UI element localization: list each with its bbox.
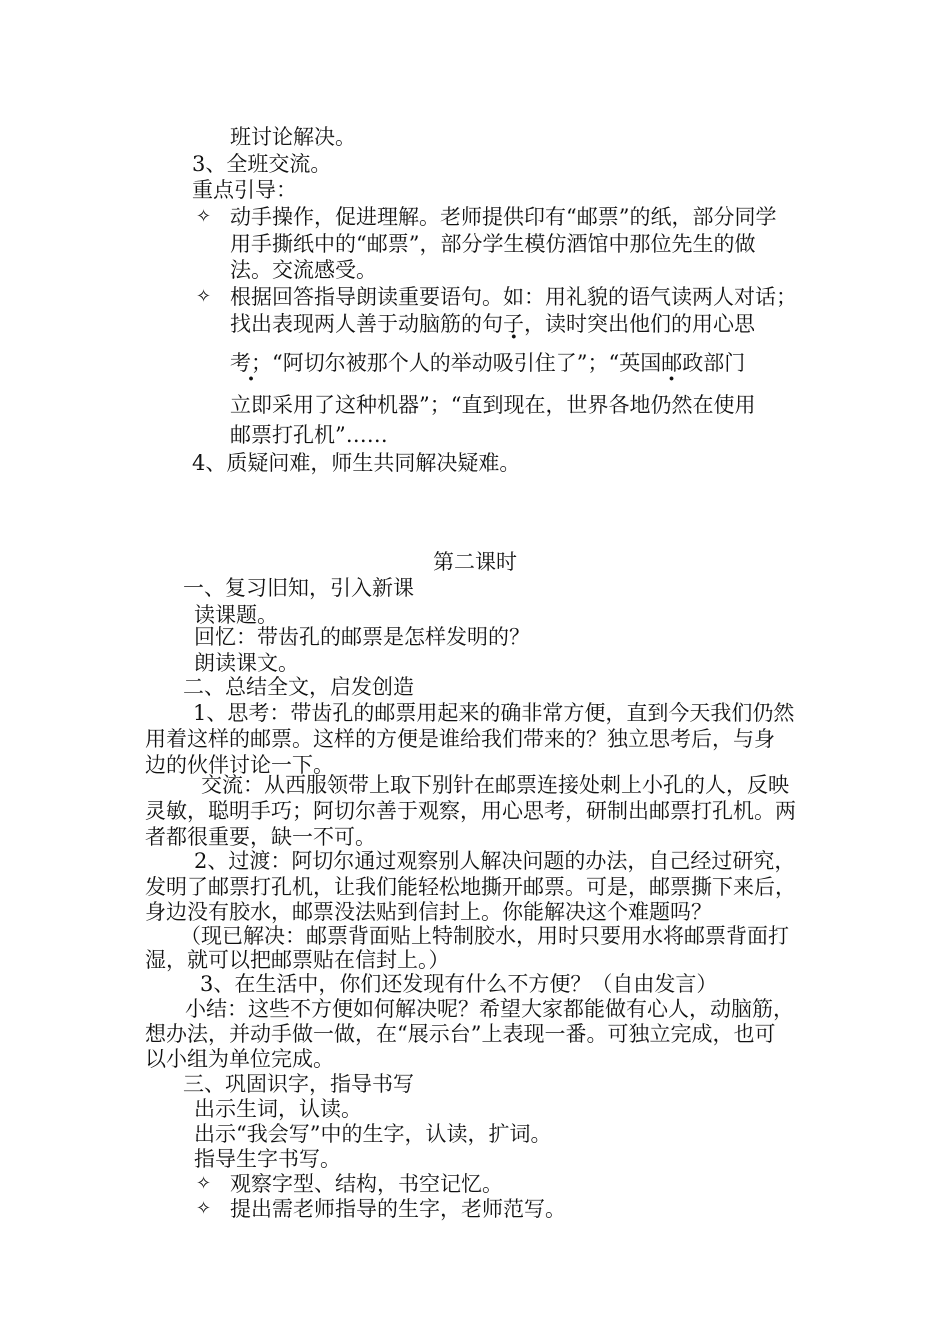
text-line: 发明了邮票打孔机，让我们能轻松地撕开邮票。可是，邮票撕下来后， xyxy=(145,875,796,899)
bullet-diamond-icon: ✧ xyxy=(196,1198,212,1219)
text-line: 灵敏，聪明手巧；阿切尔善于观察，用心思考，研制出邮票打孔机。两 xyxy=(145,799,796,823)
text-line: 找出表现两人善于动脑筋的句子，读时突出他们的用心思 xyxy=(230,312,755,336)
bullet-diamond-icon: ✧ xyxy=(196,1173,212,1194)
text-line: 湿，就可以把邮票贴在信封上。） xyxy=(145,948,450,972)
section-title: 第二课时 xyxy=(433,550,517,574)
text-line: 回忆：带齿孔的邮票是怎样发明的？ xyxy=(194,625,530,649)
text-line: 读课题。 xyxy=(194,603,278,627)
text-segment: 住了”；“英国邮政部门 xyxy=(534,351,746,375)
text-line: 小结：这些不方便如何解决呢？希望大家都能做有心人，动脑筋， xyxy=(185,997,794,1021)
text-line: 用手撕纸中的“邮票”，部分学生模仿酒馆中那位先生的做 xyxy=(230,232,756,256)
text-line: 朗读课文。 xyxy=(194,651,299,675)
text-segment: 在使用 xyxy=(692,393,756,417)
text-line: 边的伙伴讨论一下。 xyxy=(145,753,334,777)
text-line: 1、思考：带齿孔的邮票用起来的确非常方便，直到今天我们仍然 xyxy=(193,701,795,725)
text-line: 用着这样的邮票。这样的方便是谁给我们带来的？独立思考后，与身 xyxy=(145,727,775,751)
text-segment: 采用了这种机器”；“直到现在，世界各地 xyxy=(272,393,651,417)
text-line: 想办法，并动手做一做，在“展示台”上表现一番。可独立完成，也可 xyxy=(145,1022,776,1046)
text-line: 3、全班交流。 xyxy=(192,152,332,176)
emphasized-text: 吸引 xyxy=(492,351,535,375)
text-line: 班讨论解决。 xyxy=(230,125,356,149)
emphasized-text: 立即 xyxy=(230,393,272,417)
text-line: 2、过渡：阿切尔通过观察别人解决问题的办法，自己经过研究， xyxy=(194,849,796,873)
text-line: 动手操作，促进理解。老师提供印有“邮票”的纸，部分同学 xyxy=(230,205,777,229)
text-line: 重点引导： xyxy=(192,178,297,202)
text-line xyxy=(230,392,755,418)
text-line: 出示生词，认读。 xyxy=(194,1097,362,1121)
text-line: 者都很重要，缺一不可。 xyxy=(145,825,376,849)
text-line: 出示“我会写”中的生字，认读，扩词。 xyxy=(194,1122,552,1146)
section-heading: 二、总结全文，启发创造 xyxy=(183,675,414,699)
section-heading: 三、巩固识字，指导书写 xyxy=(183,1072,414,1096)
text-line: 观察字型、结构，书空记忆。 xyxy=(230,1172,503,1196)
text-line: 交流：从西服领带上取下别针在邮票连接处刺上小孔的人，反映 xyxy=(201,773,789,797)
section-heading: 一、复习旧知，引入新课 xyxy=(183,576,414,600)
text-line: 邮票打孔机”…… xyxy=(230,423,388,447)
text-line: 以小组为单位完成。 xyxy=(145,1047,334,1071)
text-line: 身边没有胶水，邮票没法贴到信封上。你能解决这个难题吗？ xyxy=(145,900,712,924)
text-line: 根据回答指导朗读重要语句。如：用礼貌的语气读两人对话； xyxy=(230,285,797,309)
text-line: （现已解决：邮票背面贴上特制胶水，用时只要用水将邮票背面打 xyxy=(180,924,789,948)
bullet-diamond-icon: ✧ xyxy=(196,206,212,227)
text-line: 指导生字书写。 xyxy=(194,1147,341,1171)
text-line: 法。交流感受。 xyxy=(230,258,377,282)
bullet-diamond-icon: ✧ xyxy=(196,286,212,307)
emphasized-text: 仍然 xyxy=(650,393,693,417)
text-line: 3、在生活中，你们还发现有什么不方便？（自由发言） xyxy=(200,972,718,996)
text-segment: 考；“阿切尔被那个人的举动 xyxy=(230,351,493,375)
text-line: 4、质疑问难，师生共同解决疑难。 xyxy=(192,451,521,475)
text-line: 提出需老师指导的生字，老师范写。 xyxy=(230,1197,566,1221)
